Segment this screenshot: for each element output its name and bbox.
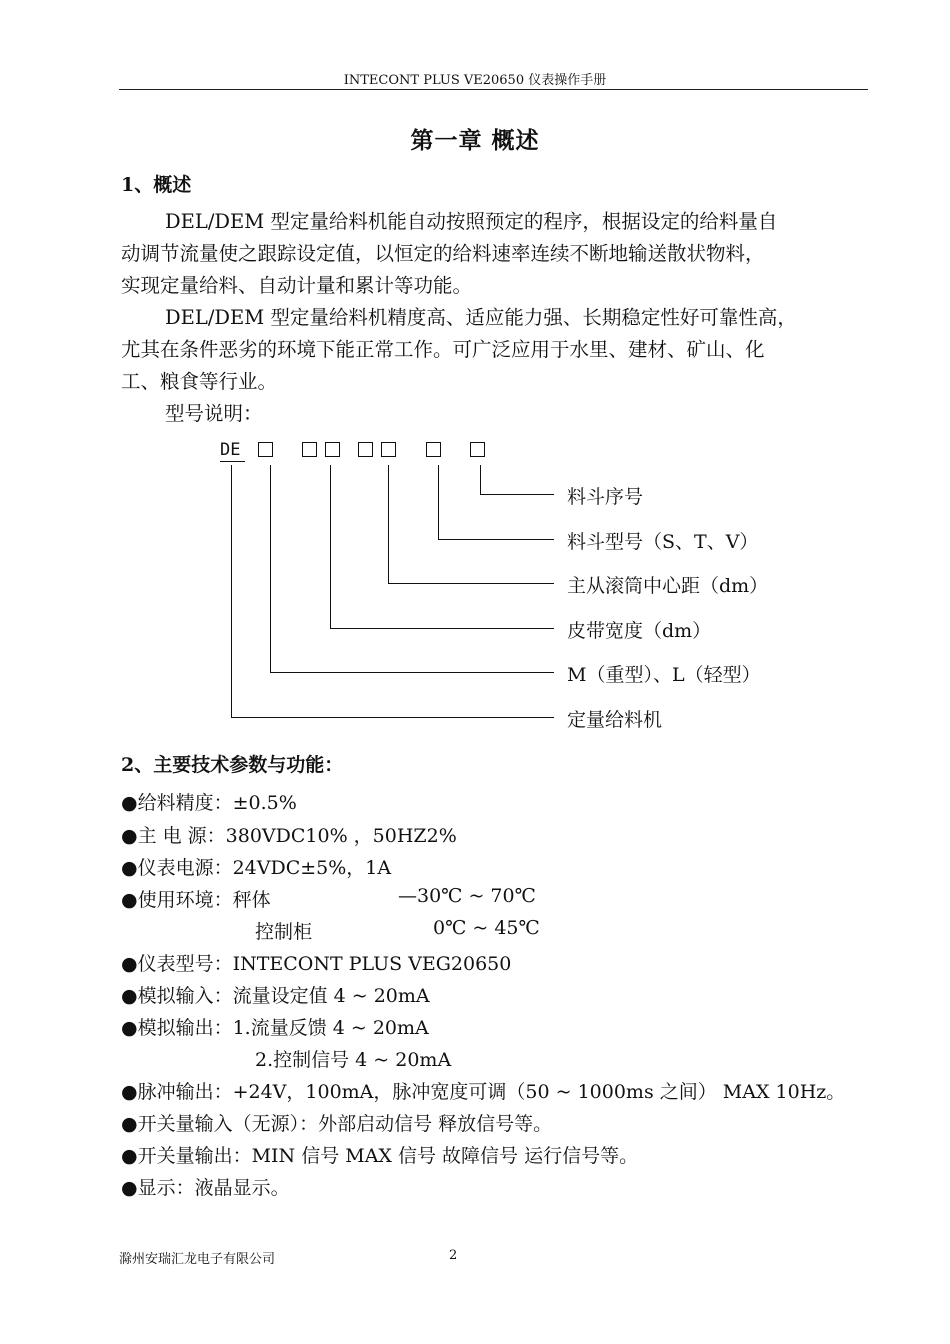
spec-analog-output: ●模拟输出：1.流量反馈 4 ~ 20mA [121, 1017, 429, 1039]
model-code-prefix: DE [220, 440, 241, 460]
connector-feeder-h [231, 717, 554, 718]
connector-hopper-number-v [480, 465, 481, 494]
chapter-title: 第一章 概述 [410, 127, 540, 154]
connector-duty-h [270, 672, 554, 673]
model-code-underline [220, 461, 245, 462]
para1-line1: DEL/DEM 型定量给料机能自动按照预定的程序，根据设定的给料量自 [165, 210, 778, 233]
para2-line3: 工、粮食等行业。 [121, 370, 278, 393]
model-intro: 型号说明： [165, 402, 263, 425]
connector-feeder-v [231, 465, 232, 717]
spec-accuracy: ●给料精度：±0.5% [121, 792, 297, 814]
footer-company: 滁州安瑞汇龙电子有限公司 [119, 1252, 276, 1267]
connector-belt-width-v [330, 465, 331, 628]
code-box-6 [426, 442, 441, 457]
spec-instrument-power: ●仪表电源：24VDC±5%，1A [121, 857, 392, 879]
para2-line1: DEL/DEM 型定量给料机精度高、适应能力强、长期稳定性好可靠性高， [165, 306, 797, 329]
section-1-title: 1、概述 [121, 174, 192, 196]
para1-line2: 动调节流量使之跟踪设定值，以恒定的给料速率连续不断地输送散状物料， [121, 242, 765, 265]
spec-env-cabinet: 控制柜 [255, 921, 313, 943]
spec-environment: ●使用环境：秤体 [121, 889, 271, 911]
connector-hopper-type-v [438, 465, 439, 539]
spec-instrument-model: ●仪表型号：INTECONT PLUS VEG20650 [121, 953, 512, 975]
para1-line3: 实现定量给料、自动计量和累计等功能。 [121, 274, 473, 297]
label-hopper-number: 料斗序号 [567, 486, 644, 508]
page-header: INTECONT PLUS VE20650 仪表操作手册 [343, 73, 607, 88]
code-box-5 [381, 442, 396, 457]
section-2-title: 2、主要技术参数与功能： [121, 754, 344, 776]
header-rule [119, 89, 868, 90]
label-belt-width: 皮带宽度（dm） [567, 620, 712, 642]
code-box-1 [258, 442, 273, 457]
spec-analog-output-2: 2.控制信号 4 ~ 20mA [255, 1049, 452, 1071]
code-box-7 [470, 442, 485, 457]
code-box-3 [325, 442, 340, 457]
spec-pulse-output: ●脉冲输出：+24V，100mA，脉冲宽度可调（50 ~ 1000ms 之间） MAX 10Hz。 [121, 1081, 846, 1103]
connector-drum-distance-v [388, 465, 389, 583]
spec-switch-output: ●开关量输出：MIN 信号 MAX 信号 故障信号 运行信号等。 [121, 1145, 639, 1167]
spec-display: ●显示：液晶显示。 [121, 1177, 290, 1199]
code-box-4 [358, 442, 373, 457]
connector-belt-width-h [330, 628, 554, 629]
connector-hopper-type-h [438, 539, 554, 540]
spec-env-body-range: —30℃ ~ 70℃ [398, 885, 536, 907]
label-duty-type: M（重型）、L（轻型） [567, 664, 761, 686]
connector-drum-distance-h [388, 583, 554, 584]
code-box-2 [302, 442, 317, 457]
label-feeder: 定量给料机 [567, 709, 663, 731]
footer-page-number: 2 [449, 1248, 458, 1263]
label-hopper-type: 料斗型号（S、T、V） [567, 531, 759, 553]
connector-duty-v [270, 465, 271, 672]
spec-env-cabinet-range: 0℃ ~ 45℃ [433, 917, 540, 939]
para2-line2: 尤其在条件恶劣的环境下能正常工作。可广泛应用于水里、建材、矿山、化 [121, 338, 765, 361]
label-drum-distance: 主从滚筒中心距（dm） [567, 575, 769, 597]
connector-hopper-number-h [480, 494, 554, 495]
spec-analog-input: ●模拟输入：流量设定值 4 ~ 20mA [121, 985, 430, 1007]
spec-switch-input: ●开关量输入（无源）：外部启动信号 释放信号等。 [121, 1113, 553, 1135]
spec-main-power: ●主 电 源：380VDC10% ，50HZ2% [121, 825, 457, 847]
